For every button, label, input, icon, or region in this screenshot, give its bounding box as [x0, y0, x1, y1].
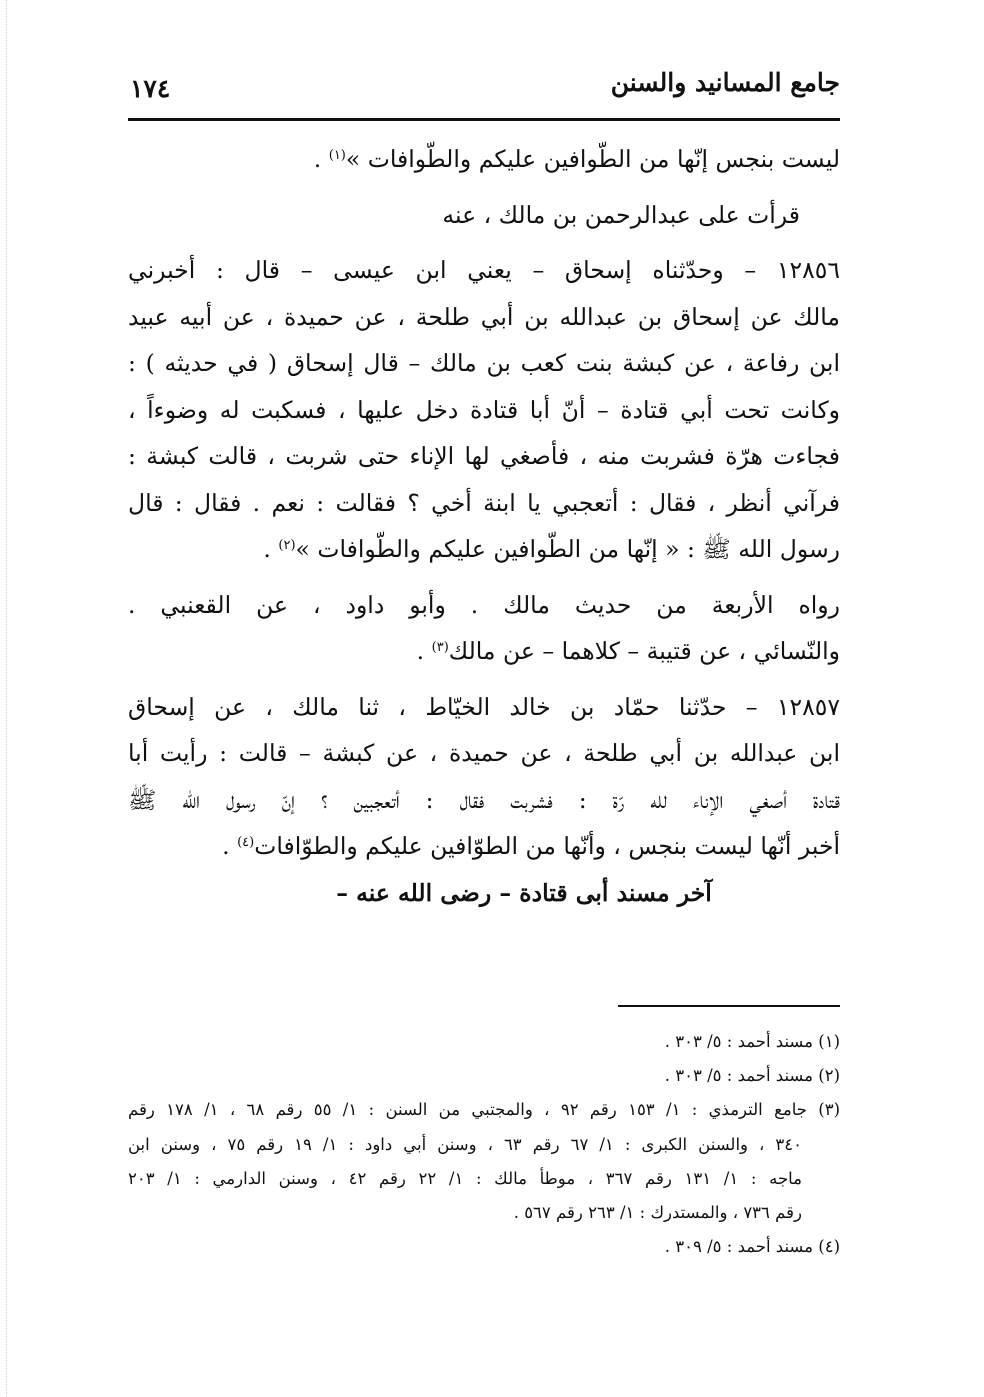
crop-mark	[6, 0, 8, 1397]
text-line: رواه الأربعة من حديث مالك . وأبو داود ، عن القعنبي .	[128, 590, 840, 619]
footnote-ref: (٣)	[431, 640, 449, 655]
footnote: (١) مسند أحمد : ٥/ ٣٠٣ .	[664, 1032, 840, 1051]
main-text	[128, 136, 840, 916]
footnote: (٣) جامع الترمذي : ١/ ١٥٣ رقم ٩٢ ، والمجتبي من السنن : ١/ ٥٥ رقم ٦٨ ، ١/ ١٧٨ رقم	[128, 1100, 840, 1120]
footnote-ref: (١)	[328, 148, 346, 163]
text-line: ١٢٨٥٦ – وحدّثناه إسحاق – يعني ابن عيسى – قال : أخبرني	[128, 256, 840, 284]
page-number: ١٧٤	[130, 74, 171, 103]
text-line: قرأت على عبدالرحمن بن مالك ، عنه	[442, 200, 800, 229]
running-head: جامع المسانيد والسنن	[610, 68, 840, 97]
footnote-continuation: ماجه : ١/ ١٣١ رقم ٣٦٧ ، موطأ مالك : ١/ ٢٢ رقم ٤٢ ، وسنن الدارمي : ١/ ٢٠٣	[128, 1168, 803, 1188]
text-line: مالك عن إسحاق بن عبدالله بن أبي طلحة ، عن حميدة ، عن أبيه عبيد	[128, 302, 840, 331]
header-rule	[128, 118, 840, 121]
footnote-ref: (٤)	[237, 835, 255, 850]
section-closing: آخر مسند أبى قتادة – رضى الله عنه –	[336, 878, 712, 907]
text-line: أخبر أنّها ليست بنجس ، وأنّها من الطوّافين عليكم والطوّافات$^{(٤)}$ .	[222, 832, 840, 860]
footnote: (٢) مسند أحمد : ٥/ ٣٠٣ .	[664, 1066, 840, 1086]
text-line: فجاءت هرّة فشربت منه ، فأصغي لها الإناء حتى شربت ، قالت كبشة :	[128, 442, 840, 470]
text-line: ابن عبدالله بن أبي طلحة ، عن حميدة ، عن كبشة – قالت : رأيت أبا	[128, 739, 840, 767]
footnote-rule	[618, 1005, 840, 1007]
footnote-continuation: رقم ٧٣٦ ، والمستدرك : ١/ ٢٦٣ رقم ٥٦٧ .	[513, 1202, 802, 1222]
footnotes	[128, 1025, 840, 1264]
text-line: ابن رفاعة ، عن كبشة بنت كعب بن مالك – قال إسحاق ( في حديثه ) :	[128, 349, 840, 377]
text-line: رسول الله ﷺ : « إنّها من الطّوافين عليكم والطّوافات »$^{(٢)}$ .	[263, 535, 840, 563]
text-line: ١٢٨٥٧ – حدّثنا حمّاد بن خالد الخيّاط ، ثنا مالك ، عن إسحاق	[128, 692, 840, 721]
text-line: قتادة أصغي الإناء لله رّة : فشربت فقال : أتعجبين ؟ إنّ رسول الله ﷺ	[128, 785, 840, 814]
footnote-continuation: ٣٤٠ ، والسنن الكبرى : ١/ ٦٧ رقم ٦٣ ، وسنن أبي داود : ١/ ١٩ رقم ٧٥ ، وسنن ابن	[128, 1134, 802, 1154]
text-line: فرآني أنظر ، فقال : أتعجبي يا ابنة أخي ؟ فقالت : نعم . فقال : قال	[128, 488, 840, 517]
text-line: ليست بنجس إنّها من الطّوافين عليكم والطّوافات »$^{(١)}$ .	[313, 145, 840, 173]
page-header	[128, 62, 840, 114]
footnote: (٤) مسند أحمد : ٥/ ٣٠٩ .	[664, 1237, 840, 1257]
text-line: وكانت تحت أبي قتادة – أنّ أبا قتادة دخل عليها ، فسكبت له وضوءاً ،	[128, 395, 840, 424]
text-line: والنّسائي ، عن قتيبة – كلاهما – عن مالك$^{(٣)}$ .	[416, 637, 840, 665]
footnote-ref: (٢)	[278, 538, 296, 553]
